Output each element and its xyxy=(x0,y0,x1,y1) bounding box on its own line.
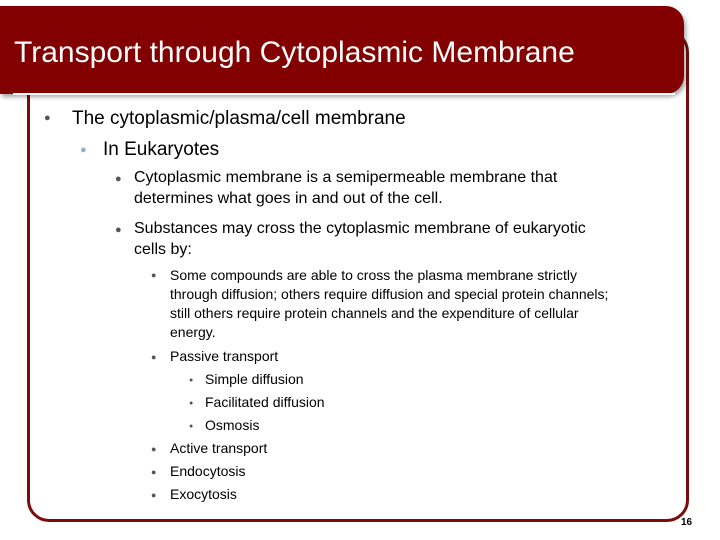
bullet-icon: ● xyxy=(151,467,157,477)
bullet-icon: ● xyxy=(115,173,122,185)
bullet-icon: ● xyxy=(80,144,87,156)
bullet-icon: ● xyxy=(189,377,194,384)
page-number: 16 xyxy=(681,517,693,528)
bullet-icon: ● xyxy=(151,270,157,280)
bullet-text-level5: Simple diffusion xyxy=(205,371,304,387)
bullet-text-level5: Facilitated diffusion xyxy=(205,394,325,410)
bullet-text-level4: Endocytosis xyxy=(170,463,246,479)
bullet-text-level4: Exocytosis xyxy=(170,486,237,502)
bullet-text-level4: Active transport xyxy=(170,440,268,456)
bullet-icon: ● xyxy=(115,224,122,236)
bullet-text-level1: The cytoplasmic/plasma/cell membrane xyxy=(72,108,406,129)
bullet-text-level2: In Eukaryotes xyxy=(103,139,220,160)
bullet-text-level3-cont: determines what goes in and out of the cell. xyxy=(134,190,443,207)
bullet-icon: ● xyxy=(189,423,194,430)
bullet-icon: ● xyxy=(151,490,157,500)
bullet-icon: ● xyxy=(44,112,51,124)
bullet-text-level4-cont: still others require protein channels and the expenditure of cellular xyxy=(170,305,579,321)
bullet-text-level4: Some compounds are able to cross the plasma membrane strictly xyxy=(170,267,577,283)
bullet-icon: ● xyxy=(151,352,157,362)
title-underline xyxy=(13,93,675,95)
bullet-text-level4-cont: through diffusion; others require diffusion and special protein channels; xyxy=(170,286,609,302)
bullet-text-level3: Substances may cross the cytoplasmic membrane of eukaryotic xyxy=(134,220,586,237)
bullet-icon: ● xyxy=(189,400,194,407)
bullet-text-level3-cont: cells by: xyxy=(134,241,192,258)
title-bar xyxy=(0,6,684,94)
bullet-text-level4: Passive transport xyxy=(170,348,279,364)
bullet-text-level4-cont: energy. xyxy=(170,324,216,340)
bullet-icon: ● xyxy=(151,444,157,454)
slide-title: Transport through Cytoplasmic Membrane xyxy=(14,36,575,69)
bullet-text-level3: Cytoplasmic membrane is a semipermeable membrane that xyxy=(134,169,558,186)
bullet-text-level5: Osmosis xyxy=(205,417,260,433)
